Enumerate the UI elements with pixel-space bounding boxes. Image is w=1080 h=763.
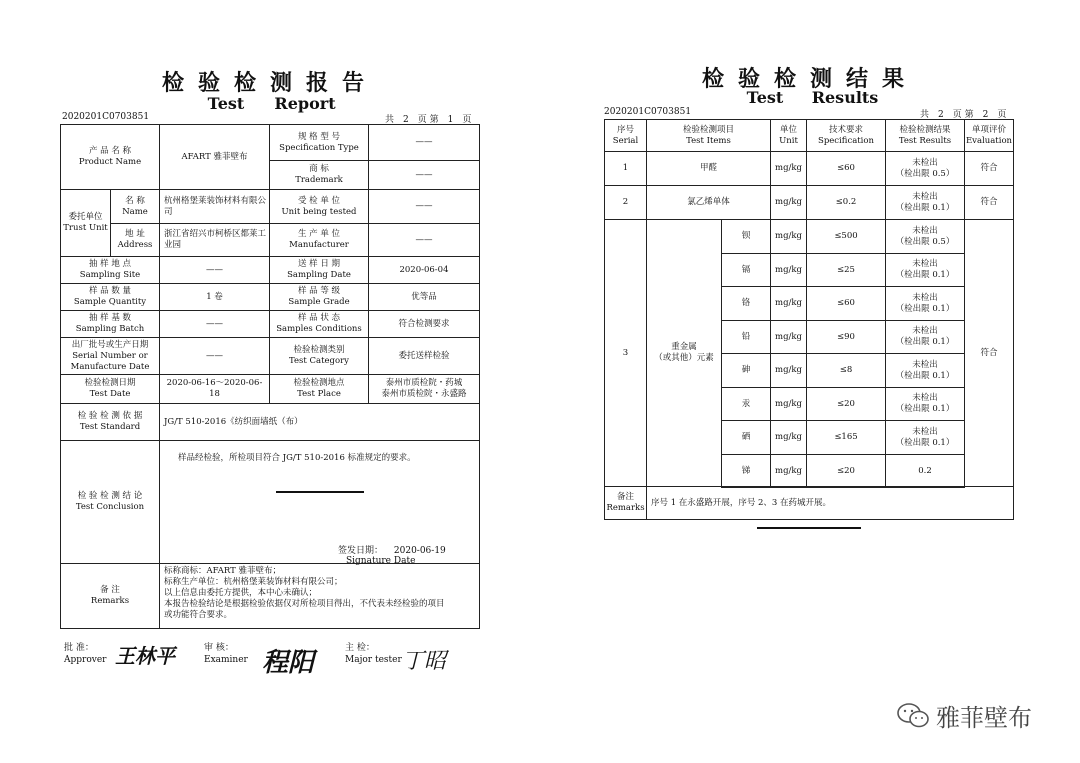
client-name-value: 杭州格堡莱装饰材料有限公司 xyxy=(159,189,270,224)
metal-unit-cell: mg/kg xyxy=(770,353,807,388)
approver-label: 批 准： Approver xyxy=(64,643,107,665)
row2-serial: 2 xyxy=(604,185,647,220)
header-items: 检验检测项目 Test Items xyxy=(646,119,771,152)
metal-element-cell: 锑 xyxy=(721,454,771,488)
page1-page-info: 共__2__页 第__1__页 xyxy=(385,115,472,125)
client-address-value: 浙江省绍兴市柯桥区都莱工业园 xyxy=(159,223,270,257)
metal-unit-cell: mg/kg xyxy=(770,219,807,254)
row1-spec: ≤60 xyxy=(806,151,886,186)
conditions-label: 样 品 状 态 Samples Conditions xyxy=(269,310,369,338)
sampling-date-label: 送 样 日 期 Sampling Date xyxy=(269,256,369,284)
page2-remarks-label: 备注 Remarks xyxy=(604,486,647,520)
metal-result-cell: 未检出 （检出限 0.1） xyxy=(885,353,965,388)
metal-spec-cell: ≤500 xyxy=(806,219,886,254)
trademark-label: 商 标 Trademark xyxy=(269,160,369,190)
metal-element-cell: 镉 xyxy=(721,253,771,287)
tester-label: 主 检： Major tester xyxy=(345,643,402,665)
sampling-site-label: 抽 样 地 点 Sampling Site xyxy=(60,256,160,284)
metal-result-cell: 未检出 （检出限 0.1） xyxy=(885,286,965,321)
spec-label: 规 格 型 号 Specification Type xyxy=(269,124,369,161)
metal-unit-cell: mg/kg xyxy=(770,420,807,455)
quantity-label: 样 品 数 量 Sample Quantity xyxy=(60,283,160,311)
metal-spec-cell: ≤90 xyxy=(806,320,886,354)
category-value: 委托送样检验 xyxy=(368,337,480,375)
metal-unit-cell: mg/kg xyxy=(770,454,807,488)
product-name-value: AFART 雅菲壁布 xyxy=(159,124,270,190)
unit-tested-value: —— xyxy=(368,189,480,224)
standard-value: JG/T 510-2016《纺织面墙纸（布） xyxy=(159,403,480,441)
client-address-label: 地 址 Address xyxy=(110,223,160,257)
metal-spec-cell: ≤8 xyxy=(806,353,886,388)
metal-spec-cell: ≤20 xyxy=(806,454,886,488)
metal-spec-cell: ≤165 xyxy=(806,420,886,455)
grade-label: 样 品 等 级 Sample Grade xyxy=(269,283,369,311)
metal-element-cell: 铬 xyxy=(721,286,771,321)
metal-result-cell: 未检出 （检出限 0.1） xyxy=(885,387,965,421)
page1-title-en-1: Test xyxy=(207,94,245,113)
metal-unit-cell: mg/kg xyxy=(770,253,807,287)
row2-spec: ≤0.2 xyxy=(806,185,886,220)
metal-unit-cell: mg/kg xyxy=(770,387,807,421)
sampling-date-value: 2020-06-04 xyxy=(368,256,480,284)
unit-tested-label: 受 检 单 位 Unit being tested xyxy=(269,189,369,224)
row1-unit: mg/kg xyxy=(770,151,807,186)
examiner-signature: 程阳 xyxy=(262,648,315,678)
conclusion-label: 检 验 检 测 结 论 Test Conclusion xyxy=(60,440,160,564)
header-unit: 单位 Unit xyxy=(770,119,807,152)
signature-date-en: Signature Date xyxy=(346,556,416,566)
page2-title-en-1: Test xyxy=(746,88,784,107)
page1-title-en-2: Report xyxy=(274,94,336,113)
signature-date: 签发日期： 2020-06-19 xyxy=(338,546,446,556)
batch-value: —— xyxy=(159,310,270,338)
client-label: 委托单位 Trust Unit xyxy=(60,189,111,257)
batch-label: 抽 样 基 数 Sampling Batch xyxy=(60,310,160,338)
row2-eval: 符合 xyxy=(964,185,1014,220)
header-spec: 技术要求 Specification xyxy=(806,119,886,152)
page1-report-no: 2020201C0703851 xyxy=(62,112,150,122)
manufacturer-label: 生 产 单 位 Manufacturer xyxy=(269,223,369,257)
watermark xyxy=(896,698,1032,733)
remarks-label: 备 注 Remarks xyxy=(60,563,160,629)
metal-element-cell: 钡 xyxy=(721,219,771,254)
header-results: 检验检测结果 Test Results xyxy=(885,119,965,152)
wechat-icon xyxy=(896,702,930,730)
row3-eval: 符合 xyxy=(964,219,1014,487)
trademark-value: —— xyxy=(368,160,480,190)
page1-title-cn: 检验检测报告 xyxy=(161,70,378,96)
page2-report-no: 2020201C0703851 xyxy=(604,107,692,117)
metal-result-cell: 未检出 （检出限 0.1） xyxy=(885,253,965,287)
row2-item: 氯乙烯单体 xyxy=(646,185,771,220)
approver-signature: 王林平 xyxy=(115,644,175,668)
conclusion-text: 样品经检验，所检项目符合 JG/T 510-2016 标准规定的要求。 xyxy=(178,453,416,463)
row1-item: 甲醛 xyxy=(646,151,771,186)
remarks-box xyxy=(159,563,480,629)
metal-element-cell: 汞 xyxy=(721,387,771,421)
examiner-label: 审 核： Examiner xyxy=(204,643,248,665)
metal-result-cell: 未检出 （检出限 0.1） xyxy=(885,320,965,354)
page2-remarks-text: 序号 1 在永盛路开展，序号 2、3 在药城开展。 xyxy=(646,486,1014,520)
client-name-label: 名 称 Name xyxy=(110,189,160,224)
grade-value: 优等品 xyxy=(368,283,480,311)
metal-spec-cell: ≤25 xyxy=(806,253,886,287)
page2-end-divider xyxy=(757,527,861,529)
standard-label: 检 验 检 测 依 据 Test Standard xyxy=(60,403,160,441)
metal-element-cell: 铅 xyxy=(721,320,771,354)
product-name-label: 产 品 名 称 Product Name xyxy=(60,124,160,190)
metal-result-cell: 未检出 （检出限 0.1） xyxy=(885,420,965,455)
metal-spec-cell: ≤60 xyxy=(806,286,886,321)
metal-result-cell: 0.2 xyxy=(885,454,965,488)
conclusion-divider xyxy=(276,491,364,493)
test-place-value: 泰州市质检院・药城 泰州市质检院・永盛路 xyxy=(368,374,480,404)
page2-page-info: 共__2__页 第__2__页 xyxy=(920,110,1007,120)
page2-title-cn: 检验检测结果 xyxy=(701,66,918,92)
test-date-label: 检验检测日期 Test Date xyxy=(60,374,160,404)
row1-result: 未检出 （检出限 0.5） xyxy=(885,151,965,186)
remarks-lines: 标称商标：AFART 雅菲壁布； 标称生产单位：杭州格堡莱装饰材料有限公司； 以上信息由委托方提供，本中心未确认； 本报告检验结论是根据检验依据仅对所检项目得出，不代表未经检验的项目 或功能符合要求。 xyxy=(164,566,445,620)
test-date-value: 2020-06-16～2020-06-18 xyxy=(159,374,270,404)
conditions-value: 符合检测要求 xyxy=(368,310,480,338)
row1-eval: 符合 xyxy=(964,151,1014,186)
header-eval: 单项评价 Evaluation xyxy=(964,119,1014,152)
metal-spec-cell: ≤20 xyxy=(806,387,886,421)
watermark-text: 雅菲壁布 xyxy=(936,704,1032,732)
row1-serial: 1 xyxy=(604,151,647,186)
metal-element-cell: 硒 xyxy=(721,420,771,455)
serial-value: —— xyxy=(159,337,270,375)
tester-signature: 丁昭 xyxy=(402,649,447,674)
row2-result: 未检出 （检出限 0.1） xyxy=(885,185,965,220)
metal-result-cell: 未检出 （检出限 0.5） xyxy=(885,219,965,254)
serial-label: 出厂批号或生产日期 Serial Number or Manufacture Date xyxy=(60,337,160,375)
test-place-label: 检验检测地点 Test Place xyxy=(269,374,369,404)
row2-unit: mg/kg xyxy=(770,185,807,220)
row3-serial: 3 xyxy=(604,219,647,487)
metal-unit-cell: mg/kg xyxy=(770,286,807,321)
sampling-site-value: —— xyxy=(159,256,270,284)
metal-element-cell: 砷 xyxy=(721,353,771,388)
spec-value: —— xyxy=(368,124,480,161)
quantity-value: 1 卷 xyxy=(159,283,270,311)
metal-unit-cell: mg/kg xyxy=(770,320,807,354)
header-serial: 序号 Serial xyxy=(604,119,647,152)
page2-title-en-2: Results xyxy=(811,88,879,107)
manufacturer-value: —— xyxy=(368,223,480,257)
row3-item: 重金属 （或其他）元素 xyxy=(646,219,722,487)
category-label: 检验检测类别 Test Category xyxy=(269,337,369,375)
